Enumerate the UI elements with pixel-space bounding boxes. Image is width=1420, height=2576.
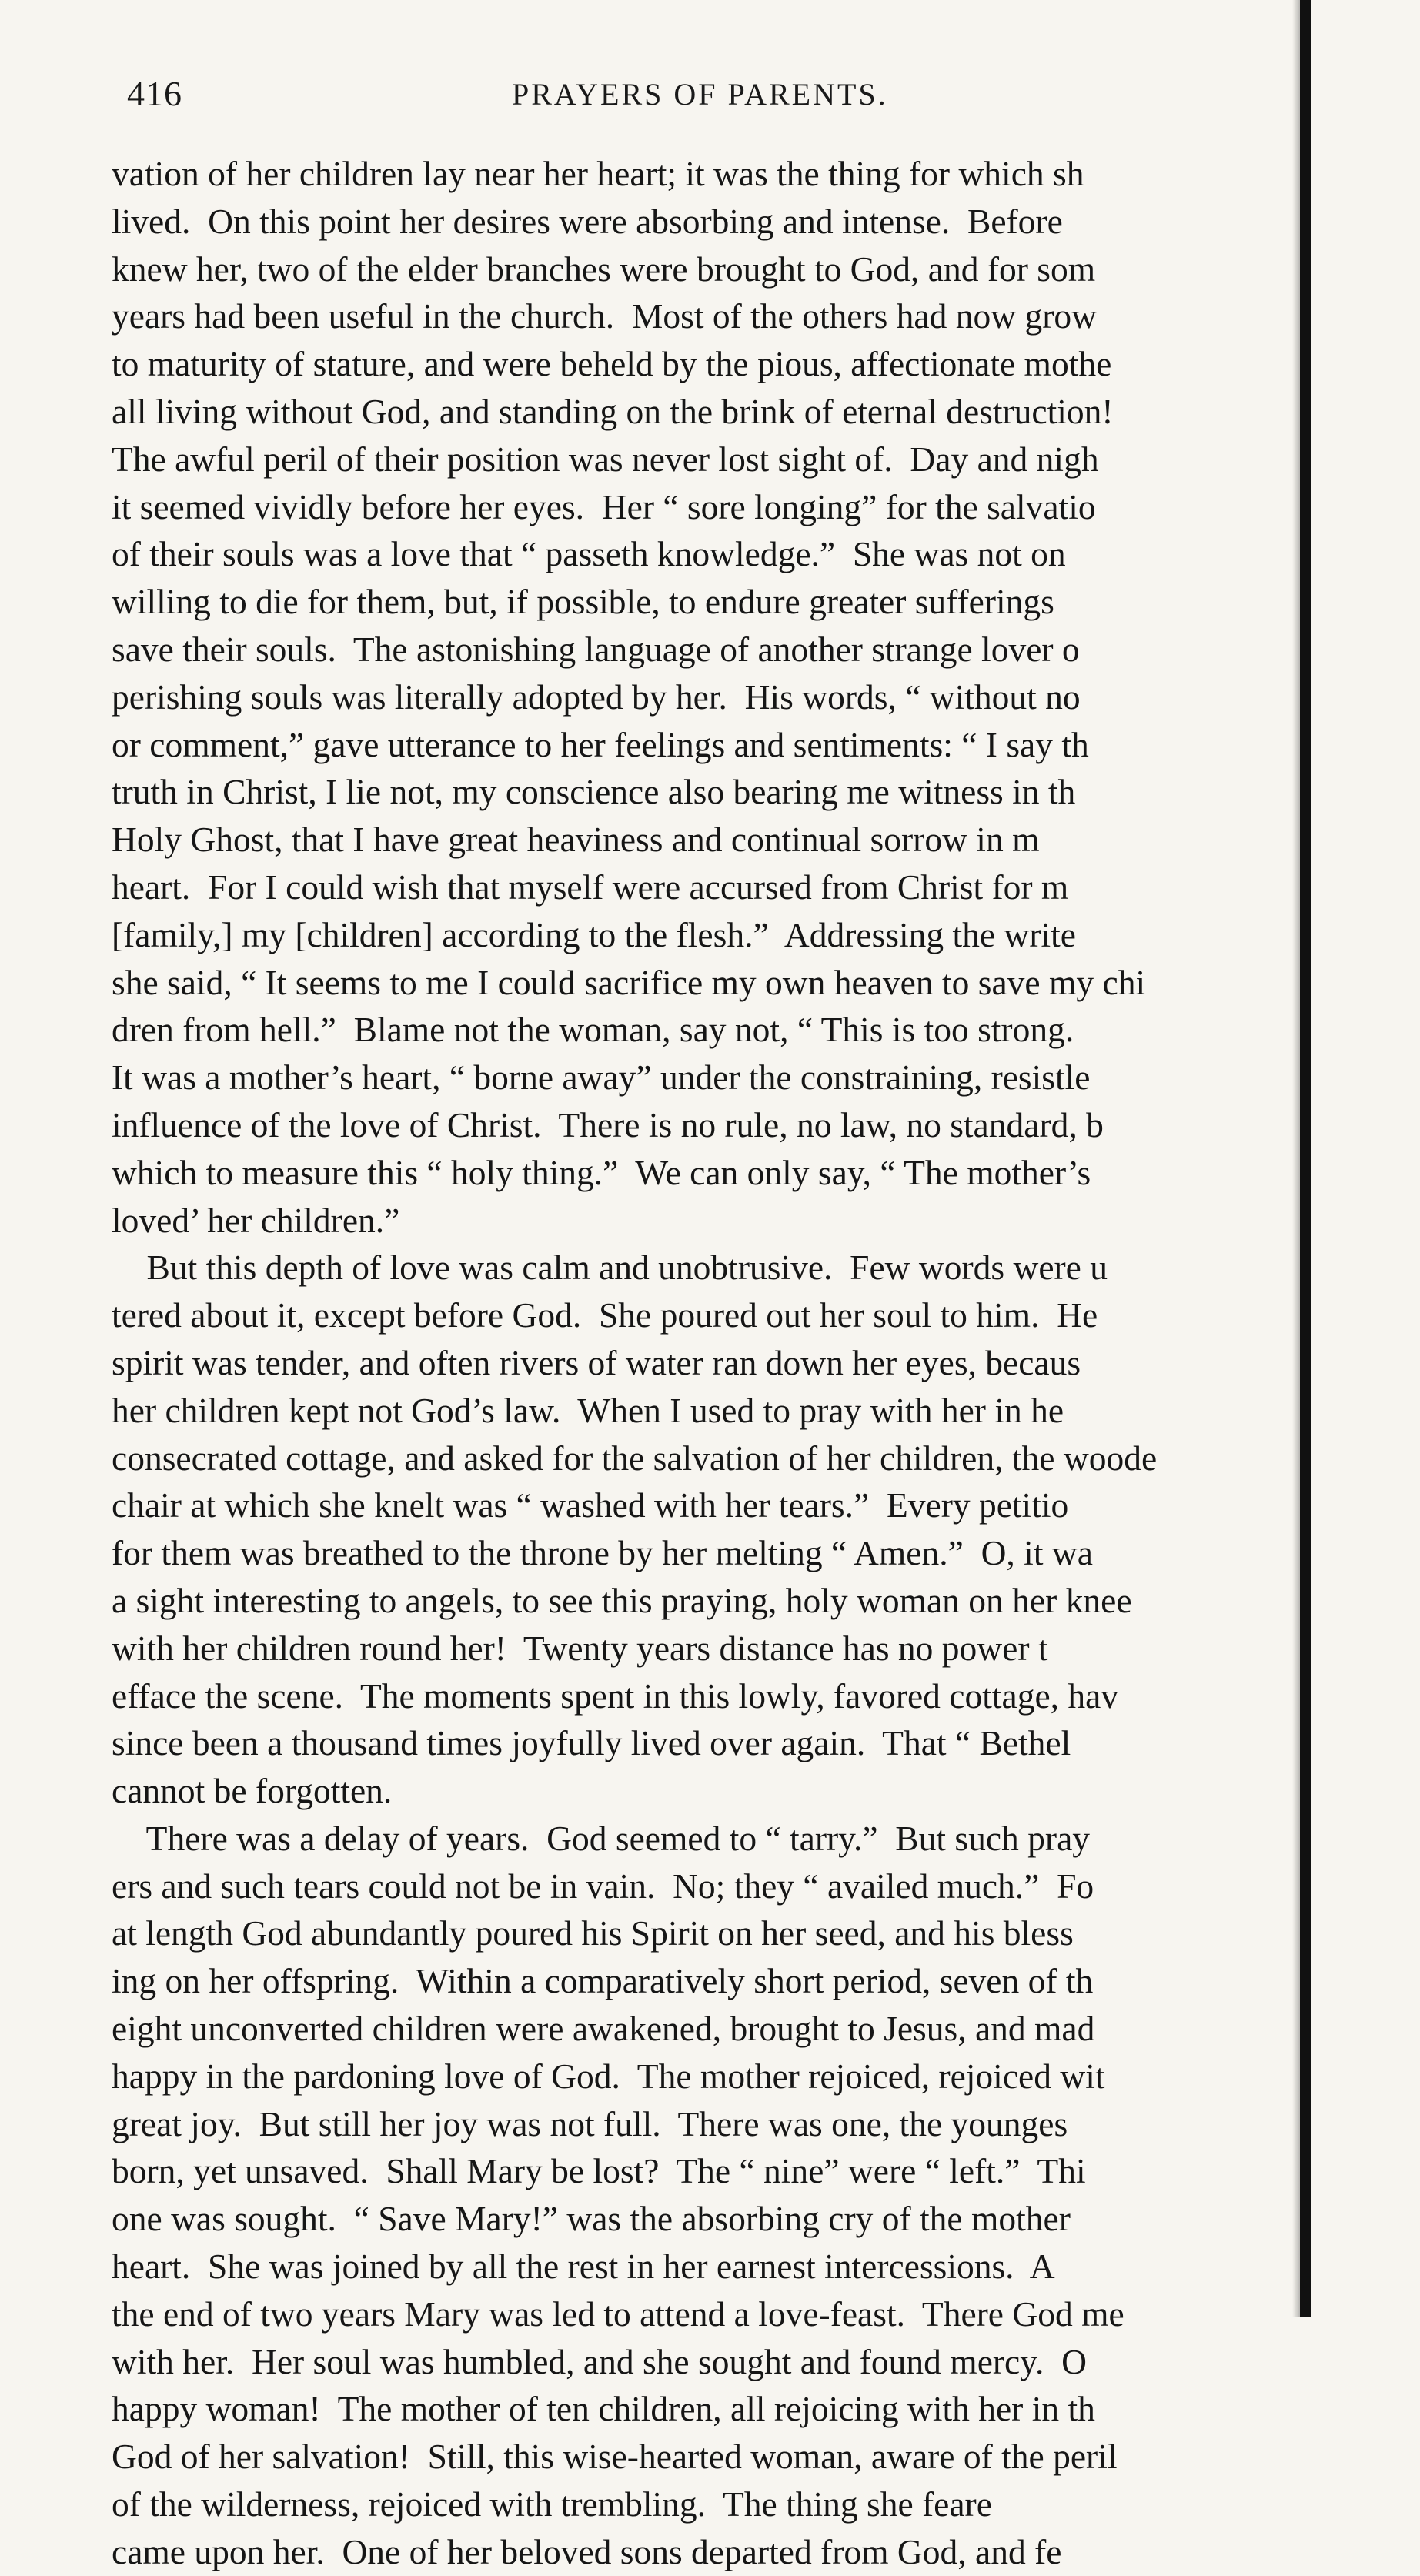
book-spine-edge [1300,0,1311,2317]
page-number: 416 [127,74,182,113]
running-head: PRAYERS OF PARENTS. [512,77,888,112]
text-line: chair at which she knelt was “ washed with her tears.” Every petitio [112,1485,1069,1525]
text-line: It was a mother’s heart, “ borne away” under the constraining, resistle [112,1057,1091,1098]
text-line: heart. She was joined by all the rest in her earnest intercessions. A [112,2247,1055,2287]
text-line: heart. For I could wish that myself were accursed from Christ for m [112,867,1069,907]
text-line: There was a delay of years. God seemed to “ tarry.” But such pray [112,1818,1091,1858]
spine-shadow [1292,0,1300,2317]
text-line: eight unconverted children were awakened, brought to Jesus, and mad [112,2009,1095,2049]
text-line: came upon her. One of her beloved sons departed from God, and fe [112,2531,1062,2571]
text-line: The awful peril of their position was never lost sight of. Day and nigh [112,439,1099,479]
text-line: for them was breathed to the throne by her melting “ Amen.” O, it wa [112,1533,1093,1573]
text-line: she said, “ It seems to me I could sacrifice my own heaven to save my chi [112,962,1146,1002]
text-line: lived. On this point her desires were absorbing and intense. Before [112,201,1063,241]
text-line: one was sought. “ Save Mary!” was the absorbing cry of the mother [112,2199,1071,2239]
text-line: with her children round her! Twenty years distance has no power t [112,1628,1048,1668]
text-line: to maturity of stature, and were beheld by the pious, affectionate mothe [112,344,1112,384]
text-line: which to measure this “ holy thing.” We can only say, “ The mother’s [112,1152,1091,1192]
text-line: all living without God, and standing on the brink of eternal destruction! [112,391,1114,431]
body-text [112,150,1420,2576]
text-line: vation of her children lay near her heart; it was the thing for which sh [112,154,1084,193]
page-header [127,73,1281,127]
text-line: perishing souls was literally adopted by her. His words, “ without no [112,677,1081,717]
text-line: efface the scene. The moments spent in this lowly, favored cottage, hav [112,1676,1119,1716]
text-line: tered about it, except before God. She poured out her soul to him. He [112,1295,1098,1335]
text-line: happy in the pardoning love of God. The mother rejoiced, rejoiced wit [112,2056,1105,2096]
text-line: influence of the love of Christ. There is no rule, no law, no standard, b [112,1104,1104,1144]
text-line: a sight interesting to angels, to see this praying, holy woman on her knee [112,1580,1132,1620]
text-line: knew her, two of the elder branches were brought to God, and for som [112,249,1096,289]
text-line: But this depth of love was calm and unobtrusive. Few words were u [112,1248,1108,1288]
text-line: it seemed vividly before her eyes. Her “ sore longing” for the salvatio [112,486,1096,526]
text-line: since been a thousand times joyfully lived over again. That “ Bethel [112,1723,1071,1763]
text-line: willing to die for them, but, if possible, to endure greater sufferings [112,582,1054,622]
text-line: happy woman! The mother of ten children, all rejoicing with her in th [112,2389,1095,2429]
text-line: [family,] my [children] according to the flesh.” Addressing the write [112,914,1076,954]
text-line: ers and such tears could not be in vain. No; they “ availed much.” Fo [112,1866,1094,1906]
text-line: dren from hell.” Blame not the woman, say not, “ This is too strong. [112,1010,1074,1050]
text-line: ing on her offspring. Within a comparatively short period, seven of th [112,1961,1094,2001]
text-line: the end of two years Mary was led to attend a love-feast. There God me [112,2294,1124,2334]
text-line: with her. Her soul was humbled, and she sought and found mercy. O [112,2341,1088,2381]
text-line: God of her salvation! Still, this wise-hearted woman, aware of the peril [112,2437,1118,2477]
text-line: truth in Christ, I lie not, my conscience also bearing me witness in th [112,772,1076,812]
text-line: spirit was tender, and often rivers of water ran down her eyes, becaus [112,1342,1081,1382]
text-line: of the wilderness, rejoiced with trembling. The thing she feare [112,2484,992,2524]
text-line: save their souls. The astonishing language of another strange lover o [112,629,1080,669]
text-line: cannot be forgotten. [112,1771,393,1811]
text-line: loved’ her children.” [112,1200,400,1240]
text-line: at length God abundantly poured his Spirit on her seed, and his bless [112,1913,1074,1953]
text-line: years had been useful in the church. Most of the others had now grow [112,296,1097,336]
text-line: or comment,” gave utterance to her feelings and sentiments: “ I say th [112,724,1089,764]
text-line: born, yet unsaved. Shall Mary be lost? The “ nine” were “ left.” Thi [112,2151,1086,2191]
text-line: of their souls was a love that “ passeth knowledge.” She was not on [112,534,1066,574]
text-line: consecrated cottage, and asked for the salvation of her children, the woode [112,1438,1158,1478]
text-line: great joy. But still her joy was not full. There was one, the younges [112,2103,1068,2143]
text-line: Holy Ghost, that I have great heaviness and continual sorrow in m [112,820,1040,860]
text-line: her children kept not God’s law. When I used to pray with her in he [112,1390,1064,1430]
